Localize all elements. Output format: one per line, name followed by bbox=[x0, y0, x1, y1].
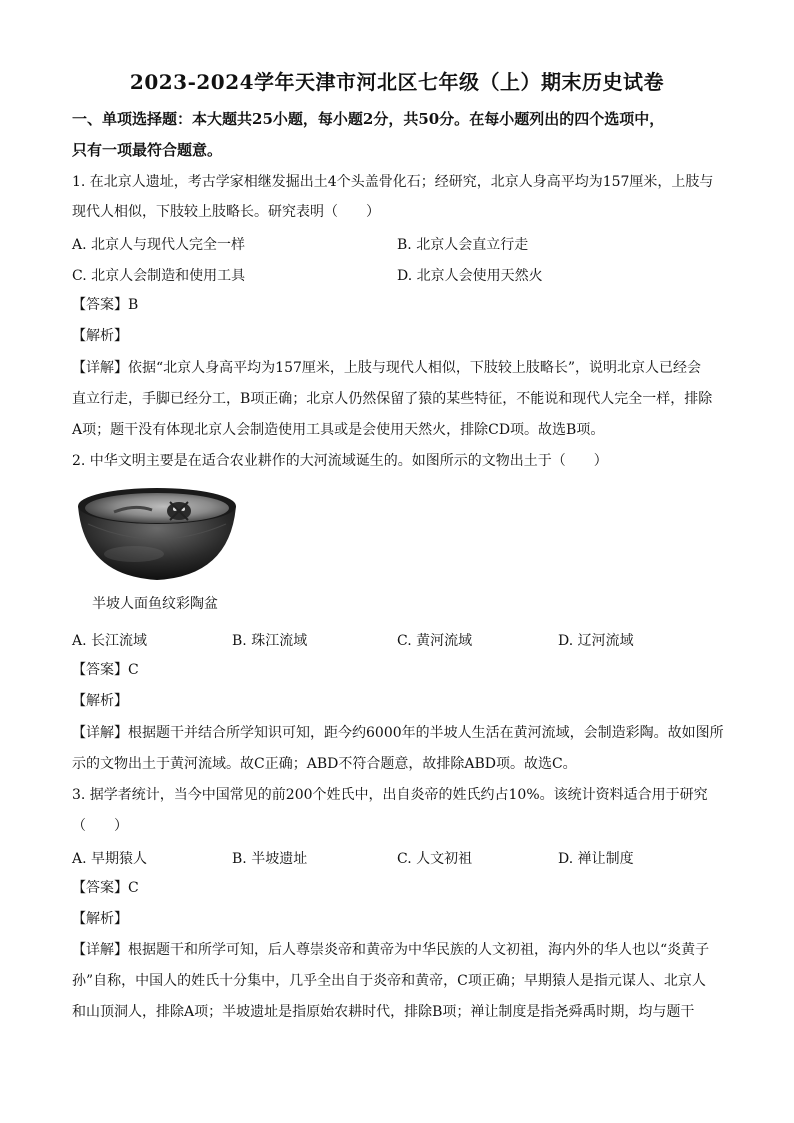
q1-option-d: D. 北京人会使用天然火 bbox=[397, 268, 543, 284]
section-heading-line2: 只有一项最符合题意。 bbox=[72, 141, 223, 159]
q2-option-d: D. 辽河流域 bbox=[558, 633, 634, 649]
q3-option-d: D. 禅让制度 bbox=[558, 851, 634, 867]
q2-option-b: B. 珠江流域 bbox=[232, 633, 308, 649]
pottery-basin-image bbox=[74, 484, 240, 584]
q3-option-b: B. 半坡遗址 bbox=[232, 851, 308, 867]
q3-detail-line1: 【详解】根据题干和所学可知，后人尊崇炎帝和黄帝为中华民族的人文初祖，海内外的华人也以“炎黄子 bbox=[72, 942, 710, 958]
q3-stem-line2: （ ） bbox=[72, 818, 128, 834]
q2-option-a: A. 长江流域 bbox=[72, 633, 148, 649]
q3-analysis-label: 【解析】 bbox=[72, 911, 128, 927]
q3-stem-line1: 3. 据学者统计，当今中国常见的前200个姓氏中，出自炎帝的姓氏约占10%。该统计资料适合用于研究 bbox=[72, 787, 708, 803]
q1-detail-line3: A项；题干没有体现北京人会制造使用工具或是会使用天然火，排除CD项。故选B项。 bbox=[72, 422, 605, 438]
q1-stem-line1: 1. 在北京人遗址，考古学家相继发掘出土4个头盖骨化石；经研究，北京人身高平均为157厘米，上肢与 bbox=[72, 174, 714, 190]
q1-answer: 【答案】B bbox=[72, 297, 139, 313]
q2-detail-line2: 示的文物出土于黄河流域。故C正确；ABD不符合题意，故排除ABD项。故选C。 bbox=[72, 756, 577, 772]
q1-detail-line2: 直立行走，手脚已经分工，B项正确；北京人仍然保留了猿的某些特征，不能说和现代人完全一样，排除 bbox=[72, 391, 713, 407]
q3-option-c: C. 人文初祖 bbox=[397, 851, 473, 867]
figure-caption: 半坡人面鱼纹彩陶盆 bbox=[92, 596, 218, 612]
q2-option-c: C. 黄河流域 bbox=[397, 633, 473, 649]
q1-analysis-label: 【解析】 bbox=[72, 328, 128, 344]
q2-detail-line1: 【详解】根据题干并结合所学知识可知，距今约6000年的半坡人生活在黄河流域，会制造彩陶。故如图所 bbox=[72, 725, 724, 741]
q1-option-b: B. 北京人会直立行走 bbox=[397, 237, 529, 253]
q2-stem-line1: 2. 中华文明主要是在适合农业耕作的大河流域诞生的。如图所示的文物出土于（ ） bbox=[72, 453, 608, 469]
q2-answer: 【答案】C bbox=[72, 662, 139, 678]
section-heading-line1: 一、单项选择题：本大题共25小题，每小题2分，共50分。在每小题列出的四个选项中， bbox=[72, 110, 665, 128]
q1-detail-line1: 【详解】依据“北京人身高平均为157厘米，上肢与现代人相似，下肢较上肢略长”，说明北京人已经会 bbox=[72, 360, 702, 376]
q1-stem-line2: 现代人相似，下肢较上肢略长。研究表明（ ） bbox=[72, 204, 380, 220]
q1-option-a: A. 北京人与现代人完全一样 bbox=[72, 237, 246, 253]
q3-answer: 【答案】C bbox=[72, 880, 139, 896]
page-title: 2023-2024学年天津市河北区七年级（上）期末历史试卷 bbox=[129, 70, 665, 94]
q3-detail-line2: 孙”自称，中国人的姓氏十分集中，几乎全出自于炎帝和黄帝，C项正确；早期猿人是指元谋人、北京人 bbox=[72, 973, 706, 989]
q3-option-a: A. 早期猿人 bbox=[72, 851, 148, 867]
q1-option-c: C. 北京人会制造和使用工具 bbox=[72, 268, 246, 284]
q3-detail-line3: 和山顶洞人，排除A项；半坡遗址是指原始农耕时代，排除B项；禅让制度是指尧舜禹时期，均与题干 bbox=[72, 1004, 695, 1020]
q2-analysis-label: 【解析】 bbox=[72, 693, 128, 709]
